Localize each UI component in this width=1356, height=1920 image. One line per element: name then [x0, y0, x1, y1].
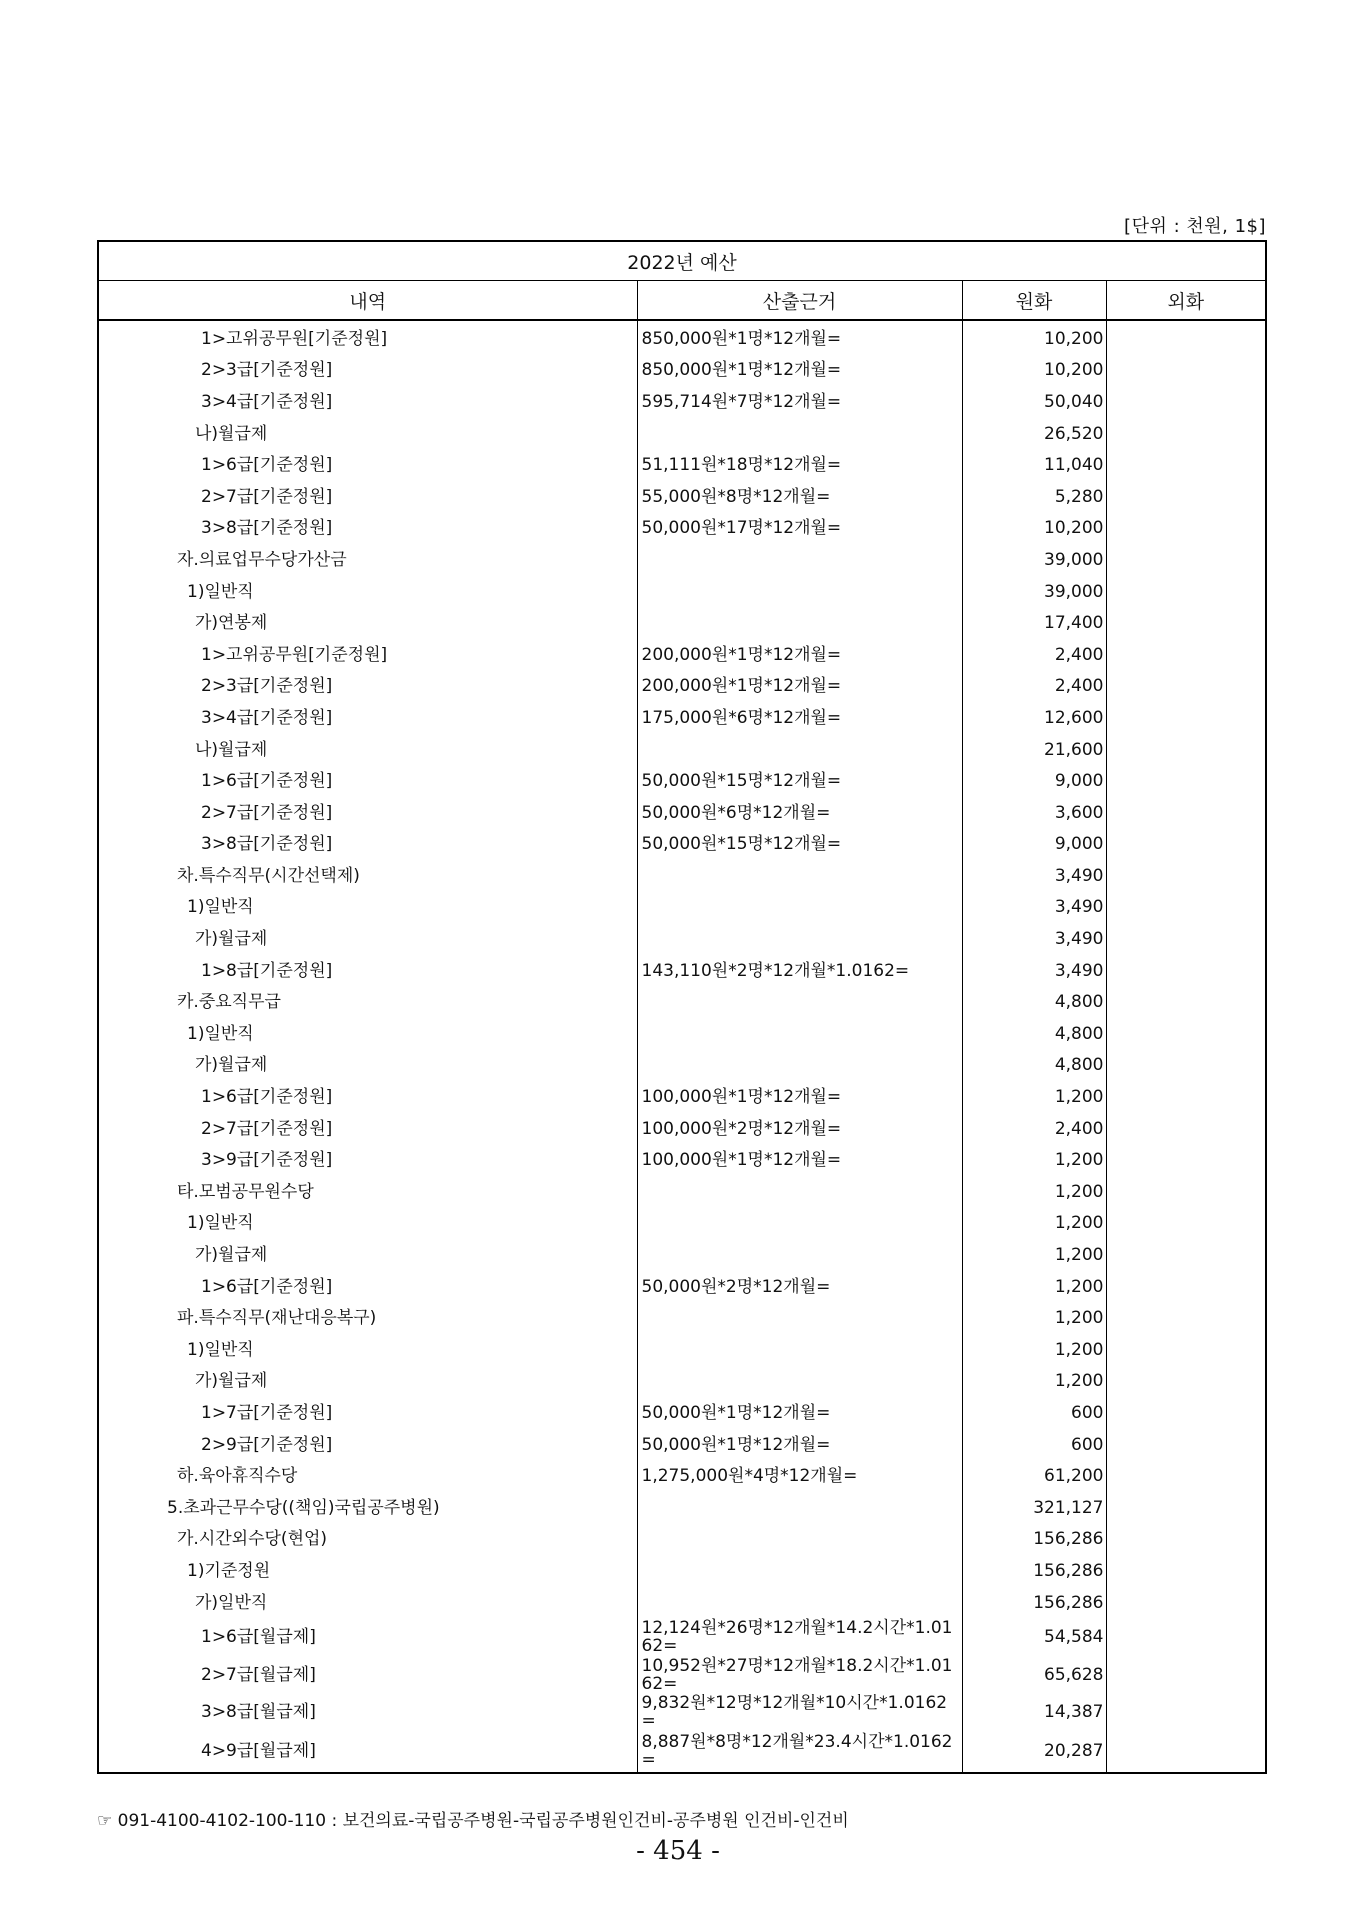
row-description: 2>9급[기준정원] — [98, 1429, 637, 1461]
row-basis: 143,110원*2명*12개월*1.0162= — [637, 955, 962, 987]
table-row — [98, 607, 1266, 639]
table-row — [98, 1271, 1266, 1303]
table-row — [98, 1113, 1266, 1145]
table-row — [98, 1397, 1266, 1429]
row-description: 1>6급[기준정원] — [98, 765, 637, 797]
row-foreign — [1106, 449, 1266, 481]
row-foreign — [1106, 1555, 1266, 1587]
row-krw: 4,800 — [962, 1018, 1106, 1050]
row-description: 2>3급[기준정원] — [98, 671, 637, 703]
table-row — [98, 734, 1266, 766]
page-number: - 454 - — [636, 1836, 720, 1866]
row-krw: 50,040 — [962, 386, 1106, 418]
table-row — [98, 860, 1266, 892]
row-krw: 156,286 — [962, 1587, 1106, 1619]
row-basis — [637, 607, 962, 639]
row-krw: 2,400 — [962, 1113, 1106, 1145]
row-foreign — [1106, 955, 1266, 987]
row-basis — [637, 1239, 962, 1271]
row-foreign — [1106, 1208, 1266, 1240]
table-row — [98, 1176, 1266, 1208]
row-foreign — [1106, 639, 1266, 671]
row-description: 3>9급[기준정원] — [98, 1144, 637, 1176]
table-row — [98, 1618, 1266, 1656]
row-basis — [637, 923, 962, 955]
row-basis — [637, 1302, 962, 1334]
row-description: 나)월급제 — [98, 418, 637, 450]
row-description: 타.모범공무원수당 — [98, 1176, 637, 1208]
row-description: 1>6급[기준정원] — [98, 449, 637, 481]
row-krw: 10,200 — [962, 355, 1106, 387]
row-foreign — [1106, 1366, 1266, 1398]
row-foreign — [1106, 1492, 1266, 1524]
row-krw: 4,800 — [962, 986, 1106, 1018]
row-foreign — [1106, 1524, 1266, 1556]
row-description: 1)기준정원 — [98, 1555, 637, 1587]
row-foreign — [1106, 544, 1266, 576]
row-foreign — [1106, 671, 1266, 703]
table-caption: 2022년 예산 — [98, 241, 1266, 281]
row-basis: 100,000원*1명*12개월= — [637, 1144, 962, 1176]
table-row — [98, 386, 1266, 418]
row-basis: 100,000원*1명*12개월= — [637, 1081, 962, 1113]
table-row — [98, 320, 1266, 355]
row-basis — [637, 1176, 962, 1208]
row-description: 가)월급제 — [98, 1239, 637, 1271]
table-row — [98, 1587, 1266, 1619]
row-krw: 17,400 — [962, 607, 1106, 639]
row-foreign — [1106, 1429, 1266, 1461]
table-row — [98, 892, 1266, 924]
row-krw: 1,200 — [962, 1302, 1106, 1334]
header-foreign: 외화 — [1106, 281, 1266, 321]
table-row — [98, 1018, 1266, 1050]
row-description: 3>8급[월급제] — [98, 1694, 637, 1730]
row-foreign — [1106, 481, 1266, 513]
row-foreign — [1106, 1618, 1266, 1656]
row-description: 3>8급[기준정원] — [98, 829, 637, 861]
row-description: 4>9급[월급제] — [98, 1730, 637, 1773]
table-row — [98, 671, 1266, 703]
row-basis: 200,000원*1명*12개월= — [637, 671, 962, 703]
row-description: 1)일반직 — [98, 576, 637, 608]
header-krw: 원화 — [962, 281, 1106, 321]
row-krw: 3,490 — [962, 892, 1106, 924]
row-krw: 1,200 — [962, 1271, 1106, 1303]
row-basis — [637, 1555, 962, 1587]
row-description: 1>6급[월급제] — [98, 1618, 637, 1656]
row-foreign — [1106, 1050, 1266, 1082]
row-basis — [637, 734, 962, 766]
row-krw: 3,490 — [962, 955, 1106, 987]
row-foreign — [1106, 320, 1266, 355]
table-row — [98, 1656, 1266, 1694]
row-krw: 26,520 — [962, 418, 1106, 450]
row-description: 2>7급[기준정원] — [98, 797, 637, 829]
table-row — [98, 765, 1266, 797]
row-description: 파.특수직무(재난대응복구) — [98, 1302, 637, 1334]
table-row — [98, 1730, 1266, 1773]
row-description: 가)연봉제 — [98, 607, 637, 639]
row-description: 1>6급[기준정원] — [98, 1081, 637, 1113]
row-description: 2>7급[월급제] — [98, 1656, 637, 1694]
row-basis — [637, 1018, 962, 1050]
row-description: 2>3급[기준정원] — [98, 355, 637, 387]
row-basis — [637, 544, 962, 576]
row-krw: 5,280 — [962, 481, 1106, 513]
row-basis: 50,000원*15명*12개월= — [637, 829, 962, 861]
row-krw: 1,200 — [962, 1176, 1106, 1208]
row-description: 1>고위공무원[기준정원] — [98, 320, 637, 355]
row-krw: 10,200 — [962, 513, 1106, 545]
row-krw: 4,800 — [962, 1050, 1106, 1082]
row-description: 가)월급제 — [98, 923, 637, 955]
row-foreign — [1106, 1587, 1266, 1619]
table-row — [98, 1334, 1266, 1366]
table-row — [98, 1555, 1266, 1587]
row-description: 5.초과근무수당((책임)국립공주병원) — [98, 1492, 637, 1524]
table-row — [98, 1081, 1266, 1113]
row-basis — [637, 1334, 962, 1366]
row-krw: 3,490 — [962, 860, 1106, 892]
table-row — [98, 1524, 1266, 1556]
table-row — [98, 1208, 1266, 1240]
row-krw: 39,000 — [962, 544, 1106, 576]
row-description: 나)월급제 — [98, 734, 637, 766]
row-foreign — [1106, 892, 1266, 924]
table-row — [98, 1302, 1266, 1334]
row-foreign — [1106, 1018, 1266, 1050]
row-description: 하.육아휴직수당 — [98, 1460, 637, 1492]
budget-table — [97, 240, 1267, 1774]
row-basis — [637, 986, 962, 1018]
row-krw: 61,200 — [962, 1460, 1106, 1492]
table-row — [98, 797, 1266, 829]
row-krw: 14,387 — [962, 1694, 1106, 1730]
row-description: 1>8급[기준정원] — [98, 955, 637, 987]
row-basis — [637, 1587, 962, 1619]
row-foreign — [1106, 1460, 1266, 1492]
table-row — [98, 1460, 1266, 1492]
row-foreign — [1106, 860, 1266, 892]
table-row — [98, 1239, 1266, 1271]
row-basis — [637, 576, 962, 608]
row-foreign — [1106, 607, 1266, 639]
row-krw: 1,200 — [962, 1334, 1106, 1366]
row-basis — [637, 1050, 962, 1082]
row-description: 1)일반직 — [98, 1018, 637, 1050]
row-foreign — [1106, 1271, 1266, 1303]
table-row — [98, 702, 1266, 734]
row-basis — [637, 860, 962, 892]
header-basis: 산출근거 — [637, 281, 962, 321]
row-description: 1>고위공무원[기준정원] — [98, 639, 637, 671]
row-basis: 175,000원*6명*12개월= — [637, 702, 962, 734]
row-krw: 3,490 — [962, 923, 1106, 955]
table-row — [98, 639, 1266, 671]
table-row — [98, 1429, 1266, 1461]
row-basis — [637, 1492, 962, 1524]
row-description: 3>4급[기준정원] — [98, 386, 637, 418]
row-basis — [637, 892, 962, 924]
row-foreign — [1106, 765, 1266, 797]
row-foreign — [1106, 355, 1266, 387]
row-foreign — [1106, 702, 1266, 734]
row-basis: 50,000원*1명*12개월= — [637, 1429, 962, 1461]
row-foreign — [1106, 386, 1266, 418]
row-krw: 156,286 — [962, 1524, 1106, 1556]
row-foreign — [1106, 1730, 1266, 1773]
row-krw: 10,200 — [962, 320, 1106, 355]
row-description: 3>4급[기준정원] — [98, 702, 637, 734]
row-foreign — [1106, 1397, 1266, 1429]
table-row — [98, 1144, 1266, 1176]
row-basis — [637, 1366, 962, 1398]
row-basis: 51,111원*18명*12개월= — [637, 449, 962, 481]
row-foreign — [1106, 829, 1266, 861]
table-row — [98, 986, 1266, 1018]
row-description: 카.중요직무급 — [98, 986, 637, 1018]
footer-code-line: ☞ 091-4100-4102-100-110 : 보건의료-국립공주병원-국립공주병원인건비-공주병원 인건비-인건비 — [97, 1811, 849, 1831]
row-description: 2>7급[기준정원] — [98, 1113, 637, 1145]
row-krw: 12,600 — [962, 702, 1106, 734]
row-foreign — [1106, 1081, 1266, 1113]
unit-note: [단위 : 천원, 1$] — [1124, 216, 1266, 237]
row-foreign — [1106, 1694, 1266, 1730]
row-krw: 600 — [962, 1397, 1106, 1429]
row-description: 1)일반직 — [98, 1208, 637, 1240]
row-description: 3>8급[기준정원] — [98, 513, 637, 545]
row-krw: 21,600 — [962, 734, 1106, 766]
row-foreign — [1106, 797, 1266, 829]
row-krw: 9,000 — [962, 765, 1106, 797]
table-row — [98, 923, 1266, 955]
row-description: 가)월급제 — [98, 1050, 637, 1082]
table-row — [98, 481, 1266, 513]
row-basis: 10,952원*27명*12개월*18.2시간*1.0162= — [637, 1656, 962, 1694]
row-basis: 850,000원*1명*12개월= — [637, 355, 962, 387]
row-krw: 1,200 — [962, 1144, 1106, 1176]
row-foreign — [1106, 923, 1266, 955]
table-row — [98, 955, 1266, 987]
row-krw: 1,200 — [962, 1366, 1106, 1398]
row-basis: 50,000원*17명*12개월= — [637, 513, 962, 545]
row-krw: 1,200 — [962, 1239, 1106, 1271]
row-foreign — [1106, 513, 1266, 545]
row-basis: 9,832원*12명*12개월*10시간*1.0162= — [637, 1694, 962, 1730]
row-description: 가)일반직 — [98, 1587, 637, 1619]
row-krw: 20,287 — [962, 1730, 1106, 1773]
row-description: 차.특수직무(시간선택제) — [98, 860, 637, 892]
row-foreign — [1106, 1113, 1266, 1145]
row-description: 가.시간외수당(현업) — [98, 1524, 637, 1556]
table-row — [98, 1366, 1266, 1398]
row-foreign — [1106, 1239, 1266, 1271]
row-foreign — [1106, 734, 1266, 766]
row-krw: 156,286 — [962, 1555, 1106, 1587]
row-description: 2>7급[기준정원] — [98, 481, 637, 513]
row-foreign — [1106, 1334, 1266, 1366]
row-basis: 50,000원*6명*12개월= — [637, 797, 962, 829]
row-foreign — [1106, 1302, 1266, 1334]
row-description: 가)월급제 — [98, 1366, 637, 1398]
row-description: 1>6급[기준정원] — [98, 1271, 637, 1303]
row-foreign — [1106, 1656, 1266, 1694]
row-basis: 200,000원*1명*12개월= — [637, 639, 962, 671]
row-krw: 1,200 — [962, 1208, 1106, 1240]
row-foreign — [1106, 418, 1266, 450]
table-row — [98, 355, 1266, 387]
table-row — [98, 576, 1266, 608]
table-row — [98, 418, 1266, 450]
row-krw: 2,400 — [962, 639, 1106, 671]
row-krw: 600 — [962, 1429, 1106, 1461]
row-basis: 850,000원*1명*12개월= — [637, 320, 962, 355]
row-krw: 39,000 — [962, 576, 1106, 608]
row-basis: 55,000원*8명*12개월= — [637, 481, 962, 513]
header-description: 내역 — [98, 281, 637, 321]
table-row — [98, 544, 1266, 576]
row-krw: 65,628 — [962, 1656, 1106, 1694]
row-krw: 3,600 — [962, 797, 1106, 829]
row-basis: 8,887원*8명*12개월*23.4시간*1.0162= — [637, 1730, 962, 1773]
table-row — [98, 1492, 1266, 1524]
row-krw: 9,000 — [962, 829, 1106, 861]
row-description: 1)일반직 — [98, 892, 637, 924]
row-basis: 1,275,000원*4명*12개월= — [637, 1460, 962, 1492]
row-basis: 100,000원*2명*12개월= — [637, 1113, 962, 1145]
row-krw: 11,040 — [962, 449, 1106, 481]
table-row — [98, 829, 1266, 861]
row-basis — [637, 418, 962, 450]
table-row — [98, 449, 1266, 481]
row-foreign — [1106, 576, 1266, 608]
row-basis — [637, 1208, 962, 1240]
row-basis: 50,000원*15명*12개월= — [637, 765, 962, 797]
row-description: 자.의료업무수당가산금 — [98, 544, 637, 576]
row-description: 1)일반직 — [98, 1334, 637, 1366]
row-basis: 50,000원*1명*12개월= — [637, 1397, 962, 1429]
row-foreign — [1106, 1144, 1266, 1176]
row-basis: 595,714원*7명*12개월= — [637, 386, 962, 418]
row-basis: 12,124원*26명*12개월*14.2시간*1.0162= — [637, 1618, 962, 1656]
row-basis: 50,000원*2명*12개월= — [637, 1271, 962, 1303]
table-row — [98, 1694, 1266, 1730]
row-foreign — [1106, 1176, 1266, 1208]
row-basis — [637, 1524, 962, 1556]
row-description: 1>7급[기준정원] — [98, 1397, 637, 1429]
table-row — [98, 513, 1266, 545]
row-krw: 321,127 — [962, 1492, 1106, 1524]
row-krw: 1,200 — [962, 1081, 1106, 1113]
row-krw: 2,400 — [962, 671, 1106, 703]
row-foreign — [1106, 986, 1266, 1018]
table-body — [98, 320, 1266, 1773]
table-row — [98, 1050, 1266, 1082]
row-krw: 54,584 — [962, 1618, 1106, 1656]
